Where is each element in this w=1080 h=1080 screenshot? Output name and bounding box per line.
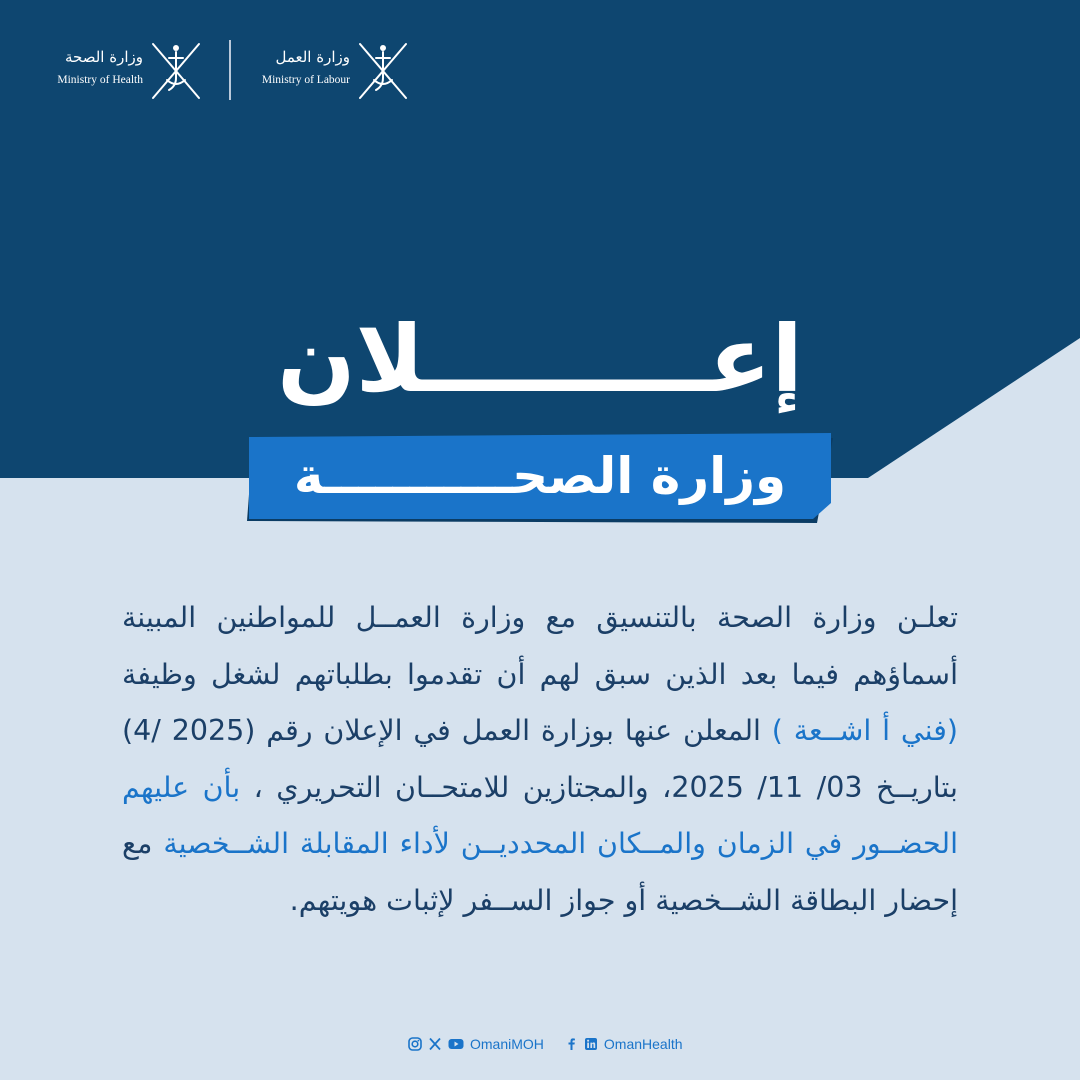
labour-name-ar: وزارة العمل bbox=[275, 48, 350, 66]
announcement-title: إعـــــــــلان bbox=[277, 306, 803, 413]
oman-khanjar-emblem-icon bbox=[147, 38, 205, 104]
body-part-2: المعلن عنها بوزارة العمل في الإعلان رقم ‎(4/ 2025)‏ بتاريــخ 03/ 11/ 2025، والمجتازين للامتحــان التحريري ، bbox=[122, 714, 958, 804]
body-part-1: تعلـن وزارة الصحة بالتنسيق مع وزارة العمــل للمواطنين المبينة أسماؤهم فيما بعد الذين سبق لهم أن تقدموا بطلباتهم لشغل وظيفة bbox=[122, 601, 958, 691]
health-name-ar: وزارة الصحة bbox=[65, 48, 143, 66]
health-name-en: Ministry of Health bbox=[57, 74, 143, 86]
instagram-icon[interactable] bbox=[408, 1037, 422, 1051]
social-footer bbox=[408, 1033, 683, 1055]
ministry-name: وزارة الصحـــــــــــة bbox=[293, 447, 787, 505]
announcement-body bbox=[122, 590, 958, 929]
handle-omanhealth[interactable]: OmanHealth bbox=[603, 1036, 683, 1052]
job-title: (فني أ اشــعة ) bbox=[771, 714, 958, 747]
interview-instruction: بأن عليهم الحضــور في الزمان والمــكان المحدديــن لأداء المقابلة الشــخصية bbox=[122, 770, 958, 860]
logo-divider bbox=[229, 40, 231, 100]
ministry-of-health-logo bbox=[40, 38, 205, 104]
handle-omanimoh[interactable]: OmaniMOH bbox=[470, 1036, 544, 1052]
x-icon[interactable] bbox=[428, 1037, 442, 1051]
oman-khanjar-emblem-icon bbox=[354, 38, 412, 104]
linkedin-icon[interactable] bbox=[584, 1037, 598, 1051]
youtube-icon[interactable] bbox=[448, 1037, 464, 1051]
ministry-banner bbox=[245, 433, 835, 523]
ministry-of-labour-logo bbox=[250, 38, 412, 104]
labour-name-en: Ministry of Labour bbox=[261, 74, 350, 86]
body-part-3: مع إحضار البطاقة الشــخصية أو جواز الســفر لإثبات هويتهم. bbox=[122, 827, 958, 917]
facebook-icon[interactable] bbox=[564, 1037, 578, 1051]
